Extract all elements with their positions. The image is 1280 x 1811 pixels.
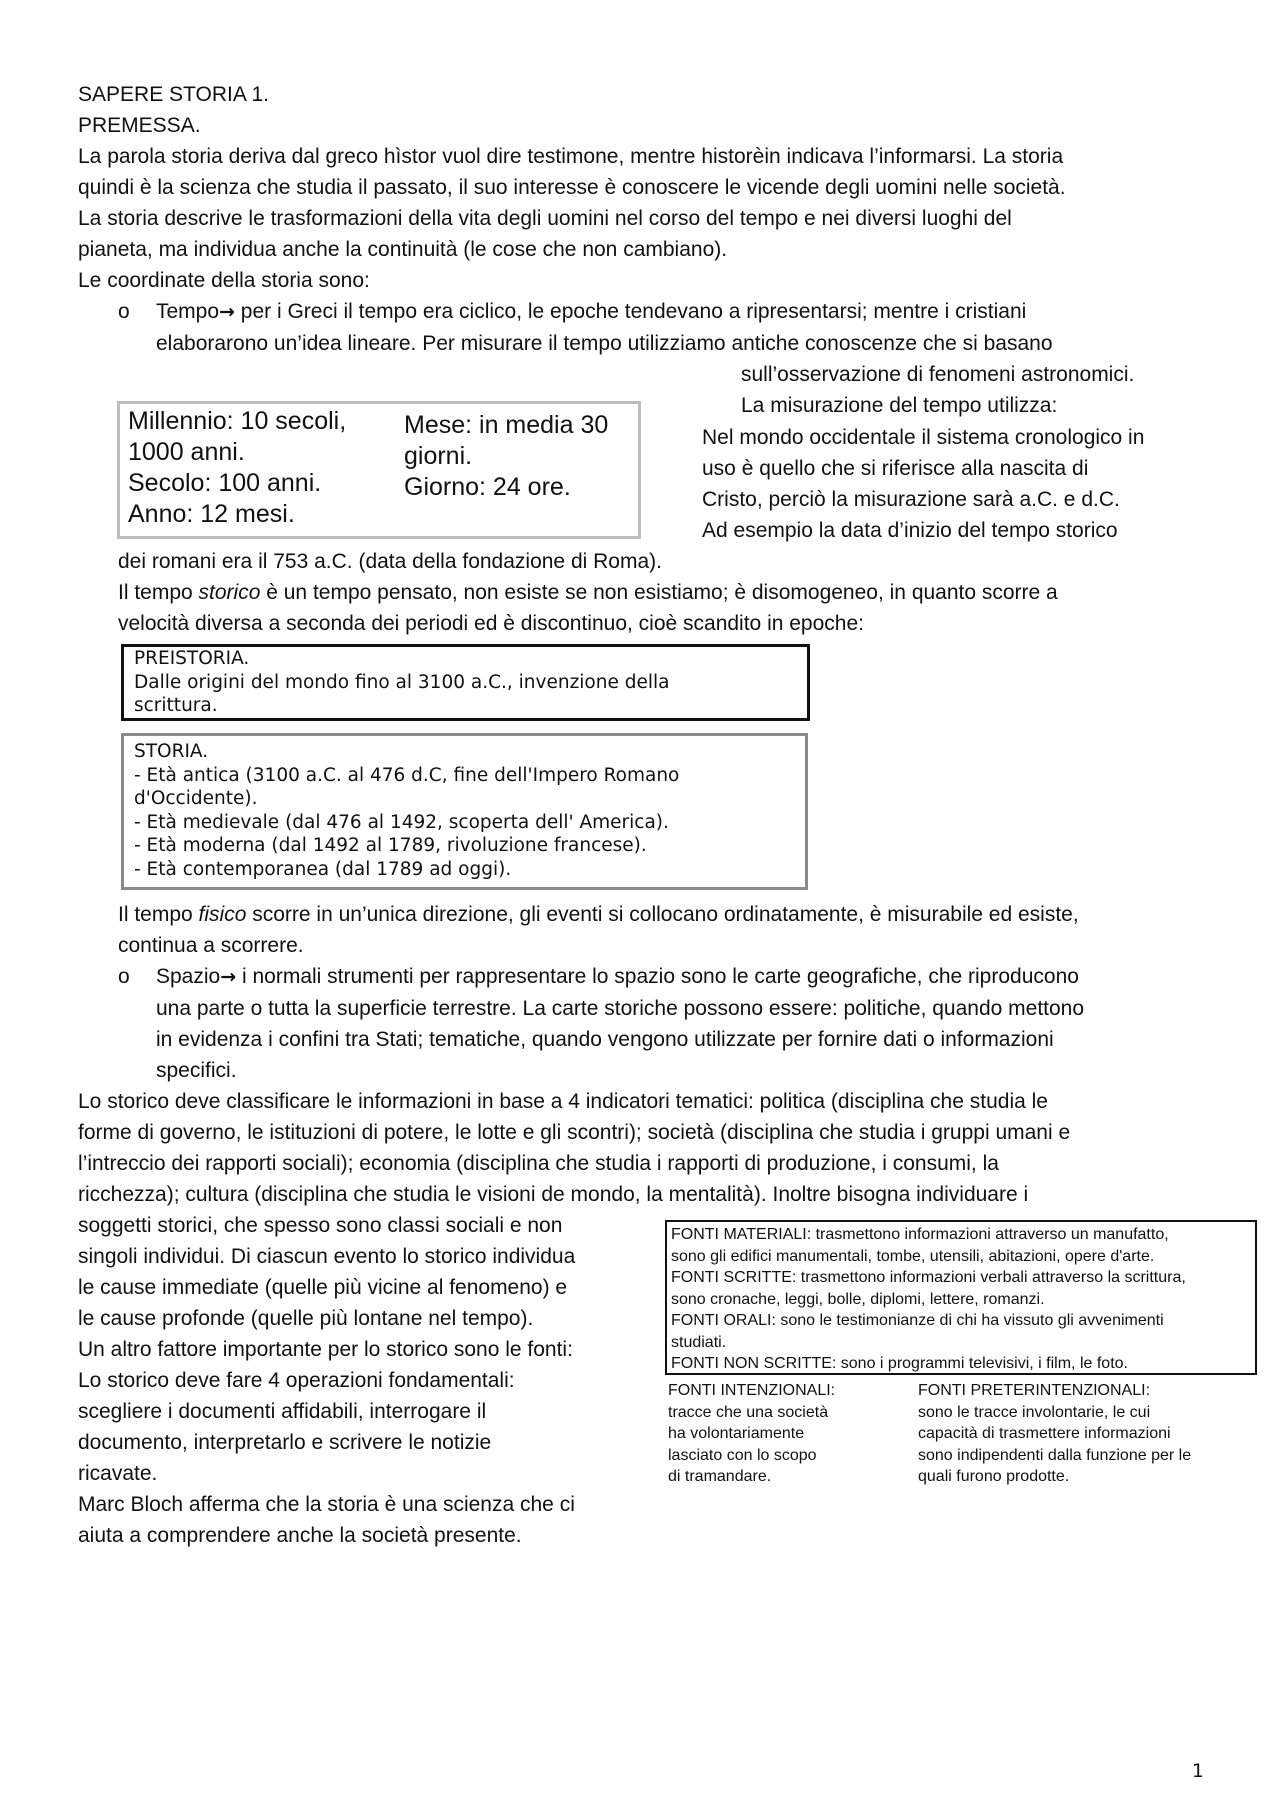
fonti-line: tracce che una società <box>668 1403 829 1421</box>
fonti-line: ha volontariamente <box>668 1425 805 1442</box>
text-span: Il tempo <box>118 581 199 604</box>
arrow-icon: → <box>220 966 237 988</box>
indicators-line: forme di governo, le istituzioni di potere, le lotte e gli scontri); società (disciplina che studia i gruppi umani e <box>78 1121 1071 1144</box>
fonti-line: sono gli edifici manumentali, tombe, utensili, abitazioni, opere d'arte. <box>671 1247 1155 1265</box>
tempo-storico-line: velocità diversa a seconda dei periodi ed è discontinuo, cioè scandito in epoche: <box>118 612 864 635</box>
tempo-text: per i Greci il tempo era ciclico, le epoche tendevano a ripresentarsi; mentre i cristiani <box>234 300 1027 323</box>
column-line: documento, interpretarlo e scrivere le notizie <box>78 1431 492 1454</box>
indicators-line: ricchezza); cultura (disciplina che studia le visioni de mondo, la mentalità). Inoltre bisogna individuare i <box>78 1183 1029 1206</box>
intro-line: Le coordinate della storia sono: <box>78 269 370 292</box>
tempo-right-line: sull’osservazione di fenomeni astronomici. <box>741 363 1135 386</box>
box-line: PREISTORIA. <box>134 648 250 669</box>
spazio-text: i normali strumenti per rappresentare lo spazio sono le carte geografiche, che riproducono <box>236 965 1079 988</box>
text-span: Il tempo <box>118 903 199 926</box>
fonti-line: sono le tracce involontarie, le cui <box>918 1403 1151 1421</box>
column-line: scegliere i documenti affidabili, interrogare il <box>78 1400 487 1423</box>
tempo-label: Tempo <box>156 300 220 323</box>
fonti-line: FONTI MATERIALI: trasmettono informazioni attraverso un manufatto, <box>671 1226 1169 1243</box>
units-right-column <box>404 410 608 503</box>
intro-line: La parola storia deriva dal greco hìstor vuol dire testimone, mentre historèin indicava l’informarsi. La storia <box>78 145 1064 168</box>
fonti-line: di tramandare. <box>668 1468 772 1485</box>
fonti-preterintenzionali-block <box>918 1380 1191 1488</box>
box-line: - Età moderna (dal 1492 al 1789, rivoluzione francese). <box>134 835 647 856</box>
fonti-heading: FONTI PRETERINTENZIONALI: <box>918 1382 1151 1399</box>
arrow-icon: → <box>219 301 235 323</box>
tempo-fisico-line <box>118 899 1079 930</box>
column-line: Marc Bloch afferma che la storia è una scienza che ci <box>78 1493 575 1516</box>
fonti-line: sono indipendenti dalla funzione per le <box>918 1446 1192 1464</box>
fonti-heading: FONTI INTENZIONALI: <box>668 1382 836 1399</box>
spazio-label: Spazio <box>156 965 221 988</box>
unit-entry: giorni. <box>404 442 473 470</box>
fonti-line: studiati. <box>671 1333 727 1351</box>
wrap-line: uso è quello che si riferisce alla nascita di <box>702 457 1089 480</box>
units-left-column <box>128 406 346 530</box>
fonti-line: sono cronache, leggi, bolle, diplomi, lettere, romanzi. <box>671 1290 1045 1308</box>
unit-entry: Mese: in media 30 <box>404 411 609 439</box>
unit-entry: Anno: 12 mesi. <box>128 500 295 528</box>
page-number: 1 <box>1191 1760 1204 1782</box>
spazio-line: una parte o tutta la superficie terrestre. La carte storiche possono essere: politiche, quando mettono <box>156 997 1085 1020</box>
text-span: scorre in un’unica direzione, gli eventi si collocano ordinatamente, è misurabile ed esiste, <box>246 903 1079 926</box>
unit-entry: Millennio: 10 secoli, <box>128 407 347 435</box>
column-line: singoli individui. Di ciascun evento lo storico individua <box>78 1245 576 1268</box>
box-line: - Età antica (3100 a.C. al 476 d.C, fine dell'Impero Romano <box>134 764 680 786</box>
column-line: le cause immediate (quelle più vicine al fenomeno) e <box>78 1276 568 1299</box>
column-line: le cause profonde (quelle più lontane nel tempo). <box>78 1307 534 1330</box>
fonti-box <box>665 1220 1257 1375</box>
spazio-line: in evidenza i confini tra Stati; tematiche, quando vengono utilizzate per fornire dati o informazioni <box>156 1028 1054 1051</box>
text-span: è un tempo pensato, non esiste se non esistiamo; è disomogeneo, in quanto scorre a <box>260 581 1058 604</box>
storia-box <box>121 733 808 890</box>
fonti-line: capacità di trasmettere informazioni <box>918 1425 1171 1442</box>
fonti-intenzionali-block <box>668 1380 835 1488</box>
spazio-line <box>156 961 1079 993</box>
column-line: Un altro fattore importante per lo storico sono le fonti: <box>78 1338 573 1361</box>
bullet-marker: o <box>118 965 130 988</box>
box-line: scrittura. <box>134 695 218 716</box>
emphasis-storico: storico <box>198 581 261 604</box>
box-line: - Età medievale (dal 476 al 1492, scoperta dell' America). <box>134 811 669 833</box>
column-line: aiuta a comprendere anche la società presente. <box>78 1524 522 1547</box>
time-units-box <box>117 401 641 539</box>
spazio-line: specifici. <box>156 1059 237 1082</box>
unit-entry: 1000 anni. <box>128 438 245 466</box>
intro-line: quindi è la scienza che studia il passato, il suo interesse è conoscere le vicende degli uomini nelle società. <box>78 176 1066 199</box>
emphasis-fisico: fisico <box>198 903 247 926</box>
bullet-marker: o <box>118 300 130 323</box>
tempo-storico-line <box>118 577 1058 608</box>
column-line: Lo storico deve fare 4 operazioni fondamentali: <box>78 1369 515 1392</box>
intro-line: pianeta, ma individua anche la continuità (le cose che non cambiano). <box>78 238 728 261</box>
fonti-line: FONTI SCRITTE: trasmettono informazioni verbali attraverso la scrittura, <box>671 1269 1186 1286</box>
tempo-fisico-line: continua a scorrere. <box>118 934 304 957</box>
column-line: soggetti storici, che spesso sono classi sociali e non <box>78 1214 563 1237</box>
premise-heading: PREMESSA. <box>78 114 201 137</box>
fonti-line: FONTI ORALI: sono le testimonianze di chi ha vissuto gli avvenimenti <box>671 1312 1164 1329</box>
box-line: Dalle origini del mondo fino al 3100 a.C., invenzione della <box>134 671 670 693</box>
preistoria-box <box>121 644 810 721</box>
wrap-line: Cristo, perciò la misurazione sarà a.C. e d.C. <box>702 488 1120 511</box>
fonti-line: FONTI NON SCRITTE: sono i programmi televisivi, i film, le foto. <box>671 1355 1128 1372</box>
box-line: - Età contemporanea (dal 1789 ad oggi). <box>134 858 512 880</box>
intro-line: La storia descrive le trasformazioni della vita degli uomini nel corso del tempo e nei diversi luoghi del <box>78 207 1012 230</box>
box-line: STORIA. <box>134 741 209 762</box>
wrap-line: Nel mondo occidentale il sistema cronologico in <box>702 426 1145 449</box>
unit-entry: Secolo: 100 anni. <box>128 469 322 497</box>
column-line: ricavate. <box>78 1462 158 1485</box>
document-title: SAPERE STORIA 1. <box>78 83 270 106</box>
box-line: d'Occidente). <box>134 788 258 809</box>
indicators-line: l’intreccio dei rapporti sociali); economia (disciplina che studia i rapporti di produzione, i consumi, la <box>78 1152 999 1175</box>
tempo-line: dei romani era il 753 a.C. (data della fondazione di Roma). <box>118 550 662 573</box>
tempo-line <box>156 296 1026 328</box>
unit-entry: Giorno: 24 ore. <box>404 473 571 501</box>
fonti-line: lasciato con lo scopo <box>668 1446 817 1464</box>
wrap-line: Ad esempio la data d’inizio del tempo storico <box>702 519 1118 542</box>
fonti-line: quali furono prodotte. <box>918 1468 1070 1485</box>
tempo-line: elaborarono un’idea lineare. Per misurare il tempo utilizziamo antiche conoscenze che si basano <box>156 332 1053 355</box>
indicators-line: Lo storico deve classificare le informazioni in base a 4 indicatori tematici: politica (disciplina che studia le <box>78 1090 1048 1113</box>
tempo-right-line: La misurazione del tempo utilizza: <box>741 394 1058 417</box>
